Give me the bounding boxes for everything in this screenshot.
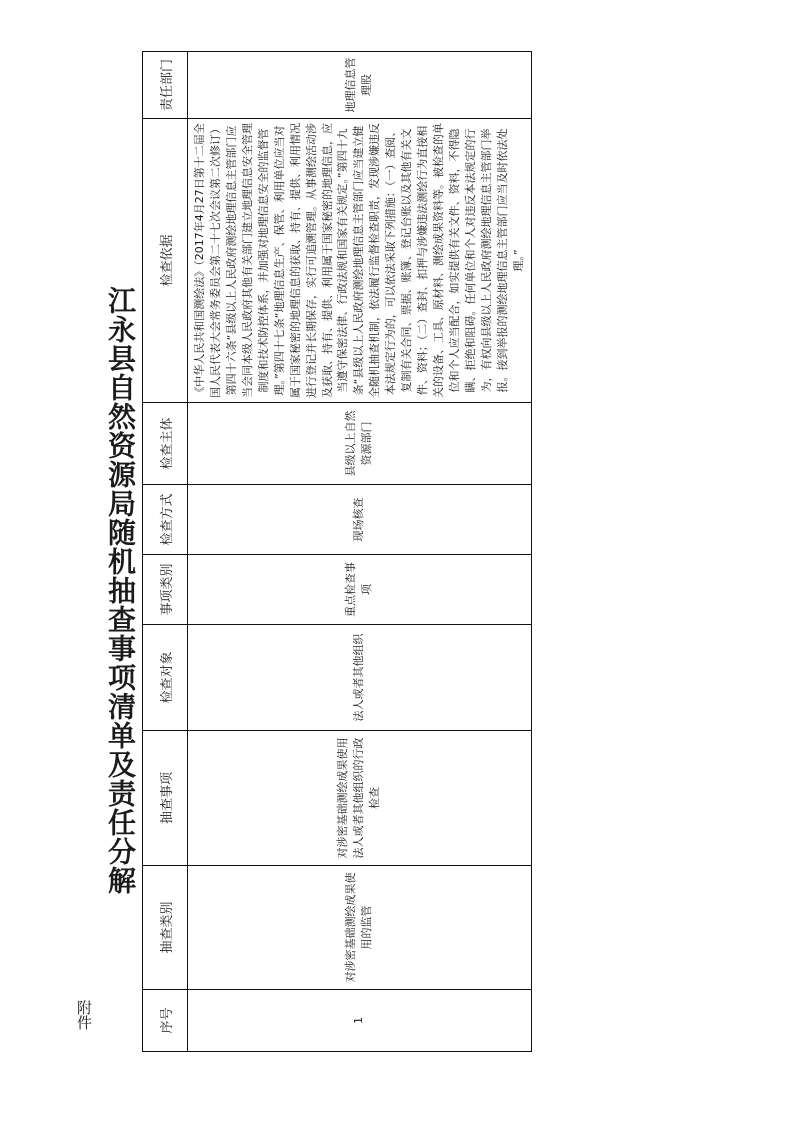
cell-type: 重点检查事项 <box>188 555 532 625</box>
header-subject: 检查主体 <box>143 403 188 485</box>
header-basis: 检查依据 <box>143 119 188 403</box>
header-dept: 责任部门 <box>143 52 188 119</box>
table-header-row <box>143 52 188 1052</box>
cell-dept: 地理信息管理股 <box>188 52 532 119</box>
cell-method: 现场核查 <box>188 485 532 555</box>
header-item: 抽查事项 <box>143 731 188 866</box>
cell-no: 1 <box>188 990 532 1052</box>
inspection-table <box>142 51 532 1052</box>
cell-item: 对涉密基础测绘成果使用法人或者其他组织的行政检查 <box>188 731 532 866</box>
page-title: 江永县自然资源局随机抽查事项清单及责任分解 <box>104 285 137 895</box>
cell-subject: 县级以上自然资源部门 <box>188 403 532 485</box>
inspection-table-container <box>142 52 525 1052</box>
header-type: 事项类别 <box>143 555 188 625</box>
cell-basis: 《中华人民共和国测绘法》（2017年4月27日第十二届全国人民代表大会常务委员会第二十七次会议第二次修订）第四十六条“县级以上人民政府测绘地理信息主管部门应当会同本级人民政府其他有关部门建立地理信息安全管理制度和技术防控体系，并加强对地理信息安全的监督管理。”第四十七条“地理信息生产、保管、利用单位应当对属于国家秘密的地理信息的获取、持有、提供、利用情况进行登记并长期保存，实行可追溯管理。从事测绘活动涉及获取、持有、提供、利用属于国家秘密的地理信息，应当遵守保密法律、行政法规和国家有关规定。”第四十九条“县级以上人民政府测绘地理信息主管部门应当建立健全随机抽查机制，依法履行监督检查职责，发现涉嫌违反本法规定行为的，可以依法采取下列措施：（一）查阅、复制有关合同、票据、账簿、登记台账以及其他有关文件、资料；（二）查封、扣押与涉嫌违法测绘行为直接相关的设备、工具、原材料、测绘成果资料等。被检查的单位和个人应当配合，如实提供有关文件、资料，不得隐瞒、拒绝和阻碍。任何单位和个人对违反本法规定的行为，有权向县级以上人民政府测绘地理信息主管部门举报。接到举报的测绘地理信息主管部门应当及时依法处理。” <box>188 119 532 403</box>
table-row <box>188 52 532 1052</box>
cell-category: 对涉密基础测绘成果使用的监管 <box>188 866 532 990</box>
header-category: 抽查类别 <box>143 866 188 990</box>
header-no: 序号 <box>143 990 188 1052</box>
cell-object: 法人或者其他组织 <box>188 625 532 731</box>
attachment-label: 附件 <box>75 1000 93 1030</box>
header-object: 检查对象 <box>143 625 188 731</box>
header-method: 检查方式 <box>143 485 188 555</box>
